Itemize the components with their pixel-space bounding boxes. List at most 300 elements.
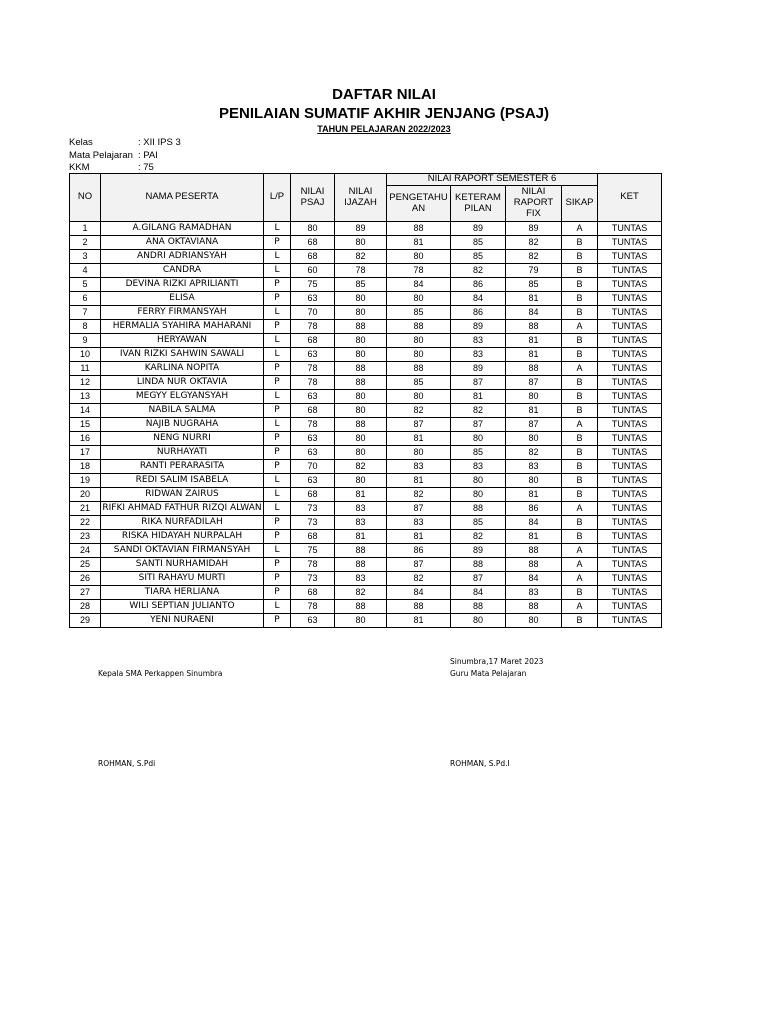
row-sikap: B [562, 586, 598, 600]
signature-right-name: ROHMAN, S.Pd.I [450, 759, 510, 768]
row-no: 4 [70, 264, 101, 278]
grades-table [69, 173, 662, 628]
row-keterampilan: 83 [451, 460, 506, 474]
row-ijazah: 80 [335, 432, 387, 446]
row-lp: L [264, 250, 291, 264]
row-lp: P [264, 404, 291, 418]
row-lp: P [264, 530, 291, 544]
row-ijazah: 89 [335, 222, 387, 236]
row-psaj: 75 [291, 278, 335, 292]
row-keterampilan: 88 [451, 600, 506, 614]
row-raport-fix: 80 [506, 390, 562, 404]
row-no: 29 [70, 614, 101, 628]
row-keterampilan: 89 [451, 222, 506, 236]
row-keterampilan: 80 [451, 488, 506, 502]
row-keterampilan: 85 [451, 250, 506, 264]
row-ijazah: 88 [335, 376, 387, 390]
row-nama: REDI SALIM ISABELA [101, 474, 264, 488]
table-row [70, 558, 662, 572]
row-no: 3 [70, 250, 101, 264]
row-ket: TUNTAS [598, 586, 662, 600]
document-title: DAFTAR NILAI [332, 86, 436, 103]
row-nama: ANA OKTAVIANA [101, 236, 264, 250]
row-no: 28 [70, 600, 101, 614]
row-sikap: B [562, 390, 598, 404]
row-no: 27 [70, 586, 101, 600]
row-psaj: 78 [291, 418, 335, 432]
row-raport-fix: 84 [506, 306, 562, 320]
row-keterampilan: 85 [451, 516, 506, 530]
row-no: 15 [70, 418, 101, 432]
row-ket: TUNTAS [598, 348, 662, 362]
row-nama: MEGYY ELGYANSYAH [101, 390, 264, 404]
row-nama: NURHAYATI [101, 446, 264, 460]
table-row [70, 460, 662, 474]
row-pengetahuan: 80 [387, 446, 451, 460]
row-sikap: A [562, 418, 598, 432]
row-ket: TUNTAS [598, 292, 662, 306]
row-pengetahuan: 81 [387, 614, 451, 628]
row-ket: TUNTAS [598, 572, 662, 586]
row-pengetahuan: 84 [387, 586, 451, 600]
header-nama: NAMA PESERTA [101, 174, 264, 222]
row-keterampilan: 88 [451, 558, 506, 572]
row-nama: RANTI PERARASITA [101, 460, 264, 474]
row-keterampilan: 83 [451, 348, 506, 362]
row-keterampilan: 89 [451, 362, 506, 376]
row-psaj: 73 [291, 502, 335, 516]
row-no: 14 [70, 404, 101, 418]
grades-table-body [70, 222, 662, 628]
table-row [70, 306, 662, 320]
row-pengetahuan: 83 [387, 516, 451, 530]
table-row [70, 264, 662, 278]
row-ijazah: 80 [335, 614, 387, 628]
row-ijazah: 88 [335, 600, 387, 614]
row-sikap: B [562, 474, 598, 488]
row-ijazah: 83 [335, 502, 387, 516]
row-nama: DEVINA RIZKI APRILIANTI [101, 278, 264, 292]
row-lp: L [264, 348, 291, 362]
row-no: 26 [70, 572, 101, 586]
row-pengetahuan: 80 [387, 334, 451, 348]
row-no: 19 [70, 474, 101, 488]
row-nama: ELISA [101, 292, 264, 306]
row-pengetahuan: 86 [387, 544, 451, 558]
row-ijazah: 80 [335, 390, 387, 404]
meta-mapel-label: Mata Pelajaran [69, 150, 133, 161]
row-nama: ANDRI ADRIANSYAH [101, 250, 264, 264]
row-raport-fix: 82 [506, 446, 562, 460]
row-ket: TUNTAS [598, 264, 662, 278]
row-sikap: B [562, 614, 598, 628]
row-nama: RIDWAN ZAIRUS [101, 488, 264, 502]
row-ket: TUNTAS [598, 530, 662, 544]
row-lp: P [264, 446, 291, 460]
row-lp: P [264, 236, 291, 250]
row-psaj: 78 [291, 600, 335, 614]
row-psaj: 80 [291, 222, 335, 236]
row-pengetahuan: 88 [387, 222, 451, 236]
row-ijazah: 80 [335, 334, 387, 348]
header-ket: KET [598, 174, 662, 222]
row-psaj: 73 [291, 572, 335, 586]
row-psaj: 70 [291, 460, 335, 474]
table-row [70, 572, 662, 586]
row-ket: TUNTAS [598, 306, 662, 320]
row-keterampilan: 87 [451, 376, 506, 390]
row-keterampilan: 84 [451, 586, 506, 600]
row-pengetahuan: 87 [387, 502, 451, 516]
table-row [70, 474, 662, 488]
row-sikap: B [562, 292, 598, 306]
row-lp: P [264, 516, 291, 530]
row-ijazah: 82 [335, 250, 387, 264]
row-keterampilan: 82 [451, 530, 506, 544]
row-lp: P [264, 432, 291, 446]
row-psaj: 63 [291, 390, 335, 404]
row-no: 24 [70, 544, 101, 558]
row-lp: L [264, 488, 291, 502]
row-lp: P [264, 320, 291, 334]
row-ijazah: 81 [335, 530, 387, 544]
table-row [70, 600, 662, 614]
meta-kelas-label: Kelas [69, 137, 93, 148]
row-pengetahuan: 82 [387, 404, 451, 418]
row-ket: TUNTAS [598, 362, 662, 376]
row-keterampilan: 89 [451, 544, 506, 558]
row-nama: NENG NURRI [101, 432, 264, 446]
header-raport-group: NILAI RAPORT SEMESTER 6 [387, 174, 598, 186]
row-sikap: A [562, 502, 598, 516]
row-lp: P [264, 558, 291, 572]
row-no: 6 [70, 292, 101, 306]
row-nama: KARLINA NOPITA [101, 362, 264, 376]
row-raport-fix: 80 [506, 614, 562, 628]
row-sikap: B [562, 348, 598, 362]
row-psaj: 63 [291, 292, 335, 306]
table-row [70, 222, 662, 236]
row-pengetahuan: 81 [387, 432, 451, 446]
row-lp: L [264, 264, 291, 278]
row-raport-fix: 84 [506, 516, 562, 530]
row-no: 18 [70, 460, 101, 474]
row-pengetahuan: 80 [387, 250, 451, 264]
table-row [70, 586, 662, 600]
row-pengetahuan: 87 [387, 418, 451, 432]
row-no: 16 [70, 432, 101, 446]
row-raport-fix: 88 [506, 362, 562, 376]
row-nama: SANDI OKTAVIAN FIRMANSYAH [101, 544, 264, 558]
table-row [70, 404, 662, 418]
table-row [70, 418, 662, 432]
row-lp: P [264, 572, 291, 586]
row-lp: L [264, 334, 291, 348]
row-sikap: B [562, 306, 598, 320]
row-pengetahuan: 88 [387, 320, 451, 334]
row-raport-fix: 81 [506, 530, 562, 544]
header-keterampilan: KETERAM PILAN [451, 186, 506, 222]
row-sikap: B [562, 460, 598, 474]
row-lp: L [264, 390, 291, 404]
row-nama: A.GILANG RAMADHAN [101, 222, 264, 236]
row-nama: TIARA HERLIANA [101, 586, 264, 600]
row-psaj: 78 [291, 320, 335, 334]
header-ijazah: NILAI IJAZAH [335, 174, 387, 222]
signature-place-date: Sinumbra,17 Maret 2023 [450, 657, 544, 666]
row-raport-fix: 88 [506, 320, 562, 334]
header-lp: L/P [264, 174, 291, 222]
row-ijazah: 78 [335, 264, 387, 278]
header-sikap: SIKAP [562, 186, 598, 222]
row-nama: LINDA NUR OKTAVIA [101, 376, 264, 390]
row-psaj: 63 [291, 348, 335, 362]
row-ijazah: 85 [335, 278, 387, 292]
row-keterampilan: 89 [451, 320, 506, 334]
table-row [70, 488, 662, 502]
row-psaj: 63 [291, 614, 335, 628]
table-row [70, 446, 662, 460]
row-raport-fix: 85 [506, 278, 562, 292]
row-sikap: B [562, 250, 598, 264]
row-raport-fix: 81 [506, 488, 562, 502]
table-row [70, 362, 662, 376]
row-no: 2 [70, 236, 101, 250]
row-lp: P [264, 586, 291, 600]
row-sikap: B [562, 334, 598, 348]
table-row [70, 530, 662, 544]
row-no: 23 [70, 530, 101, 544]
meta-kkm-value: : 75 [138, 162, 154, 173]
row-nama: HERYAWAN [101, 334, 264, 348]
row-psaj: 70 [291, 306, 335, 320]
row-raport-fix: 87 [506, 376, 562, 390]
row-psaj: 68 [291, 488, 335, 502]
row-ket: TUNTAS [598, 516, 662, 530]
row-no: 8 [70, 320, 101, 334]
document-subtitle: PENILAIAN SUMATIF AKHIR JENJANG (PSAJ) [218, 105, 550, 122]
row-ijazah: 80 [335, 446, 387, 460]
row-psaj: 60 [291, 264, 335, 278]
row-lp: P [264, 614, 291, 628]
row-pengetahuan: 82 [387, 572, 451, 586]
row-pengetahuan: 88 [387, 600, 451, 614]
row-pengetahuan: 81 [387, 474, 451, 488]
row-psaj: 63 [291, 432, 335, 446]
row-ket: TUNTAS [598, 446, 662, 460]
row-nama: NAJIB NUGRAHA [101, 418, 264, 432]
row-pengetahuan: 81 [387, 530, 451, 544]
row-ijazah: 83 [335, 516, 387, 530]
row-ijazah: 80 [335, 404, 387, 418]
row-ket: TUNTAS [598, 432, 662, 446]
row-sikap: A [562, 572, 598, 586]
row-psaj: 63 [291, 474, 335, 488]
row-raport-fix: 81 [506, 404, 562, 418]
row-sikap: A [562, 222, 598, 236]
row-raport-fix: 81 [506, 334, 562, 348]
row-no: 10 [70, 348, 101, 362]
row-ijazah: 88 [335, 558, 387, 572]
row-lp: P [264, 362, 291, 376]
row-keterampilan: 87 [451, 418, 506, 432]
table-row [70, 278, 662, 292]
row-no: 25 [70, 558, 101, 572]
row-ket: TUNTAS [598, 418, 662, 432]
row-no: 1 [70, 222, 101, 236]
table-row [70, 334, 662, 348]
row-ket: TUNTAS [598, 222, 662, 236]
table-row [70, 250, 662, 264]
table-row [70, 292, 662, 306]
row-ket: TUNTAS [598, 502, 662, 516]
row-nama: WILI SEPTIAN JULIANTO [101, 600, 264, 614]
table-row [70, 390, 662, 404]
row-sikap: B [562, 236, 598, 250]
row-psaj: 73 [291, 516, 335, 530]
row-raport-fix: 79 [506, 264, 562, 278]
row-raport-fix: 83 [506, 586, 562, 600]
row-ijazah: 80 [335, 474, 387, 488]
row-nama: CANDRA [101, 264, 264, 278]
row-sikap: B [562, 278, 598, 292]
row-ijazah: 88 [335, 544, 387, 558]
row-sikap: B [562, 488, 598, 502]
row-ket: TUNTAS [598, 320, 662, 334]
row-nama: RIKA NURFADILAH [101, 516, 264, 530]
row-pengetahuan: 78 [387, 264, 451, 278]
row-nama: FERRY FIRMANSYAH [101, 306, 264, 320]
header-no: NO [70, 174, 101, 222]
row-keterampilan: 87 [451, 572, 506, 586]
row-no: 21 [70, 502, 101, 516]
header-pengetahuan: PENGETAHU AN [387, 186, 451, 222]
row-ket: TUNTAS [598, 236, 662, 250]
row-ket: TUNTAS [598, 250, 662, 264]
row-pengetahuan: 81 [387, 236, 451, 250]
row-ket: TUNTAS [598, 278, 662, 292]
row-lp: P [264, 278, 291, 292]
row-nama: SANTI NURHAMIDAH [101, 558, 264, 572]
row-lp: L [264, 222, 291, 236]
row-sikap: B [562, 446, 598, 460]
row-raport-fix: 82 [506, 250, 562, 264]
row-psaj: 63 [291, 446, 335, 460]
row-sikap: B [562, 516, 598, 530]
row-keterampilan: 82 [451, 404, 506, 418]
row-sikap: B [562, 530, 598, 544]
row-raport-fix: 82 [506, 236, 562, 250]
row-no: 5 [70, 278, 101, 292]
table-row [70, 516, 662, 530]
row-keterampilan: 85 [451, 236, 506, 250]
table-row [70, 348, 662, 362]
row-raport-fix: 88 [506, 600, 562, 614]
row-nama: RISKA HIDAYAH NURPALAH [101, 530, 264, 544]
row-no: 7 [70, 306, 101, 320]
row-no: 11 [70, 362, 101, 376]
row-keterampilan: 83 [451, 334, 506, 348]
row-psaj: 68 [291, 586, 335, 600]
row-raport-fix: 80 [506, 432, 562, 446]
row-ijazah: 88 [335, 320, 387, 334]
row-ket: TUNTAS [598, 614, 662, 628]
row-psaj: 68 [291, 404, 335, 418]
row-sikap: B [562, 432, 598, 446]
row-lp: L [264, 544, 291, 558]
row-ket: TUNTAS [598, 474, 662, 488]
row-psaj: 68 [291, 530, 335, 544]
row-keterampilan: 86 [451, 306, 506, 320]
row-keterampilan: 80 [451, 474, 506, 488]
row-raport-fix: 88 [506, 544, 562, 558]
row-raport-fix: 84 [506, 572, 562, 586]
row-lp: P [264, 292, 291, 306]
row-raport-fix: 80 [506, 474, 562, 488]
row-pengetahuan: 84 [387, 278, 451, 292]
row-ijazah: 80 [335, 348, 387, 362]
row-ijazah: 82 [335, 460, 387, 474]
table-row [70, 502, 662, 516]
row-pengetahuan: 85 [387, 306, 451, 320]
signature-left-role: Kepala SMA Perkappen Sinumbra [98, 669, 223, 678]
row-ket: TUNTAS [598, 600, 662, 614]
row-nama: RIFKI AHMAD FATHUR RIZQI ALWAN [101, 502, 264, 516]
row-pengetahuan: 88 [387, 362, 451, 376]
row-lp: L [264, 600, 291, 614]
row-ijazah: 83 [335, 572, 387, 586]
row-nama: HERMALIA SYAHIRA MAHARANI [101, 320, 264, 334]
row-ket: TUNTAS [598, 404, 662, 418]
row-ijazah: 80 [335, 306, 387, 320]
row-lp: L [264, 418, 291, 432]
row-psaj: 68 [291, 250, 335, 264]
row-ket: TUNTAS [598, 558, 662, 572]
meta-kelas [69, 137, 181, 148]
row-keterampilan: 80 [451, 432, 506, 446]
row-raport-fix: 81 [506, 292, 562, 306]
academic-year: TAHUN PELAJARAN 2022/2023 [317, 124, 451, 134]
row-sikap: A [562, 558, 598, 572]
table-row [70, 320, 662, 334]
header-raport-fix: NILAI RAPORT FIX [506, 186, 562, 222]
row-psaj: 78 [291, 376, 335, 390]
row-sikap: A [562, 320, 598, 334]
row-keterampilan: 88 [451, 502, 506, 516]
row-raport-fix: 87 [506, 418, 562, 432]
row-raport-fix: 89 [506, 222, 562, 236]
row-sikap: B [562, 376, 598, 390]
row-nama: IVAN RIZKI SAHWIN SAWALI [101, 348, 264, 362]
row-pengetahuan: 80 [387, 348, 451, 362]
header-psaj: NILAI PSAJ [291, 174, 335, 222]
row-lp: P [264, 376, 291, 390]
row-ijazah: 81 [335, 488, 387, 502]
row-keterampilan: 84 [451, 292, 506, 306]
row-ijazah: 80 [335, 292, 387, 306]
row-psaj: 78 [291, 558, 335, 572]
row-pengetahuan: 87 [387, 558, 451, 572]
row-ket: TUNTAS [598, 390, 662, 404]
row-lp: L [264, 306, 291, 320]
row-lp: L [264, 502, 291, 516]
row-keterampilan: 85 [451, 446, 506, 460]
row-lp: P [264, 460, 291, 474]
row-keterampilan: 80 [451, 614, 506, 628]
row-sikap: B [562, 264, 598, 278]
row-keterampilan: 81 [451, 390, 506, 404]
row-ket: TUNTAS [598, 376, 662, 390]
